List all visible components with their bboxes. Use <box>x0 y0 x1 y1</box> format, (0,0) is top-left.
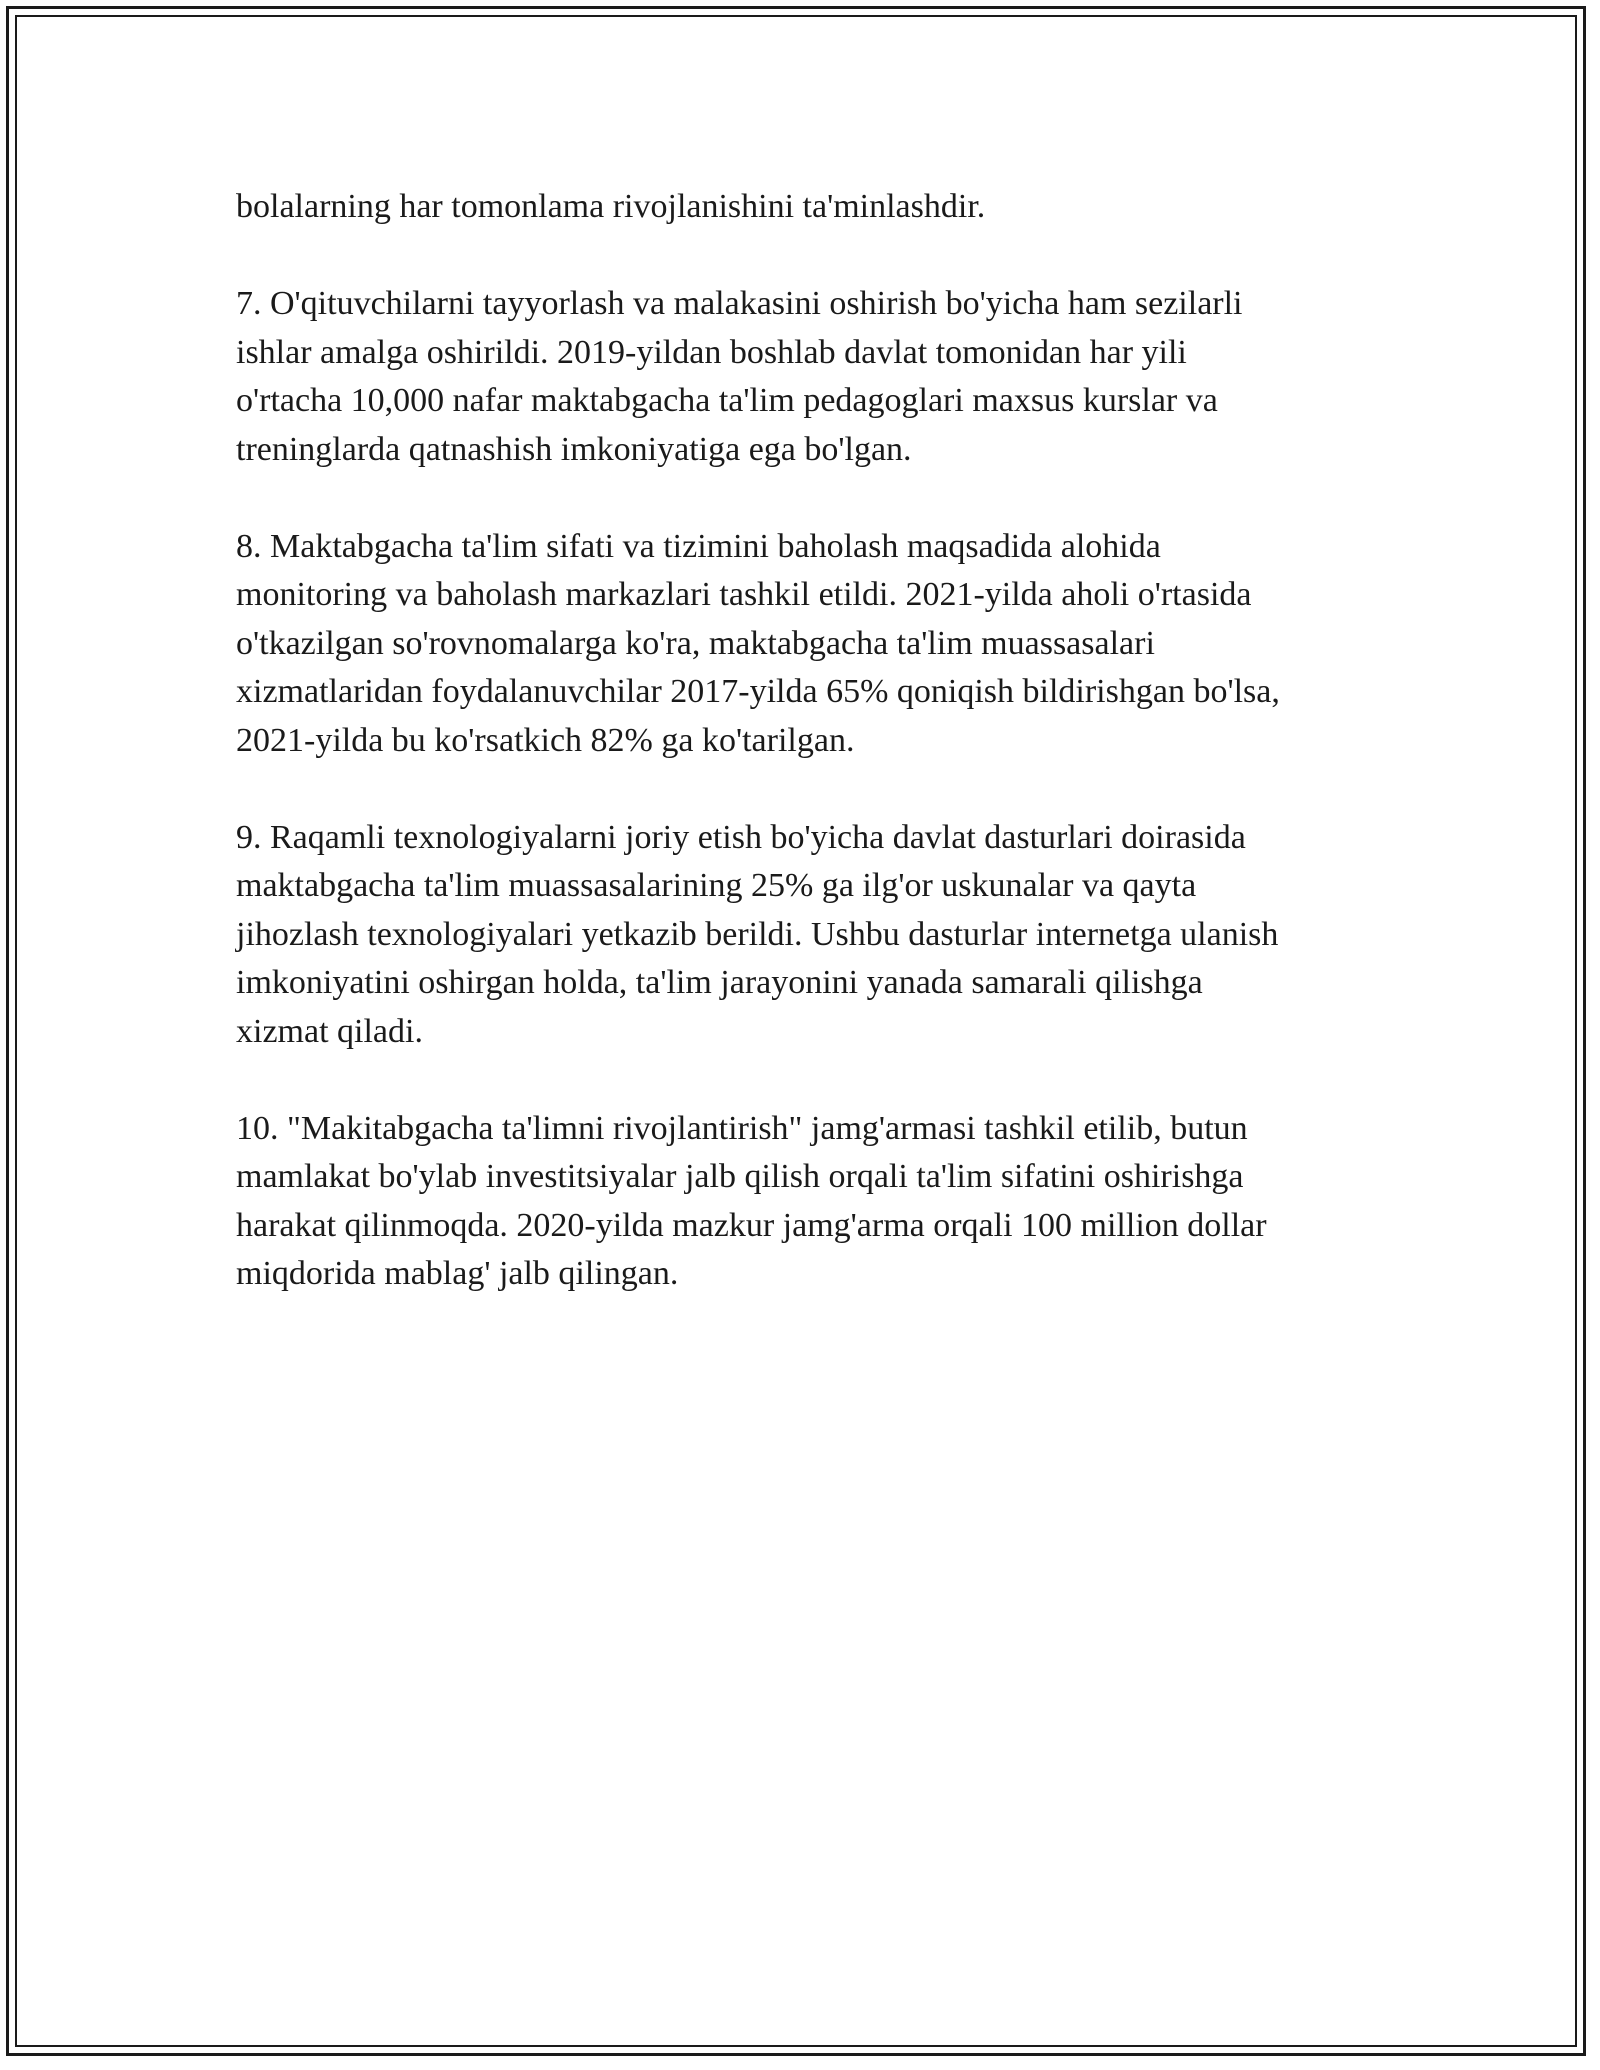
paragraph-continuation: bolalarning har tomonlama rivojlanishini ta'minlashdir. <box>236 188 986 225</box>
paragraph-item-9: 9. Raqamli texnologiyalarni joriy etish bo'yicha davlat dasturlari doirasida maktabgacha ta'lim muassasalarining 25% ga ilg'or uskunalar va qayta jihozlash texnologiyalari yetkazib berildi. Ushbu dasturlar internetga ulanish imkoniyatini oshirgan holda, ta'lim jarayonini yanada samarali qilishga xizmat qiladi. <box>236 818 1279 1050</box>
document-body <box>236 183 1386 1347</box>
paragraph-item-8: 8. Maktabgacha ta'lim sifati va tizimini baholash maqsadida alohida monitoring va baholash markazlari tashkil etildi. 2021-yilda aholi o'rtasida o'tkazilgan so'rovnomalarga ko'ra, maktabgacha ta'lim muassasalari xizmatlaridan foydalanuvchilar 2017-yilda 65% qoniqish bildirishgan bo'lsa, 2021-yilda bu ko'rsatkich 82% ga ko'tarilgan. <box>236 527 1280 759</box>
paragraph-item-10: 10. "Makitabgacha ta'limni rivojlantirish" jamg'armasi tashkil etilib, butun mamlakat bo'ylab investitsiyalar jalb qilish orqali ta'lim sifatini oshirishga harakat qilinmoqda. 2020-yilda mazkur jamg'arma orqali 100 million dollar miqdorida mablag' jalb qilingan. <box>236 1109 1267 1292</box>
paragraph-item-7: 7. O'qituvchilarni tayyorlash va malakasini oshirish bo'yicha ham sezilarli ishlar amalga oshirildi. 2019-yildan boshlab davlat tomonidan har yili o'rtacha 10,000 nafar maktabgacha ta'lim pedagoglari maxsus kurslar va treninglarda qatnashish imkoniyatiga ega bo'lgan. <box>236 285 1243 468</box>
